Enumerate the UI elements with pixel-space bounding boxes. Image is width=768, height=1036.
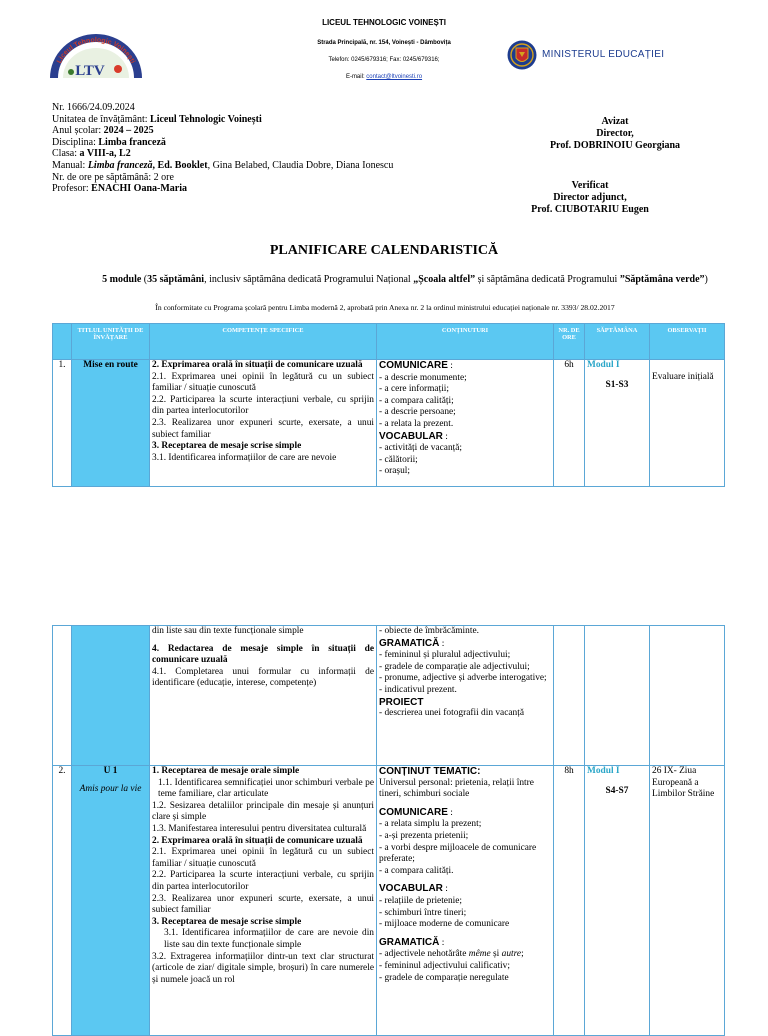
header-hours: NR. DE ORE [554,324,585,360]
logo-letters: LTV [75,63,105,79]
competences-cell: din liste sau din texte funcționale simple 4. Redactarea de mesaje simple în situații de comunicare uzuală 4.1. Completarea unui formular cu informații de identificare (educație, interese, competențe) [150,626,377,766]
row-number: 1. [53,360,72,487]
week-range: S1-S3 [605,379,629,390]
unit-title: U 1 Amis pour la vie [72,766,150,1036]
unit-subtitle: Amis pour la vie [79,783,142,794]
subject-line: Disciplina: Limba franceză [52,136,166,148]
contents-cell: COMUNICARE : - a descrie monumente; - a cere informații; - a compara calități; - a descrie persoane; - a relata la prezent. VOCABULAR : - activități de vacanță; - călătorii; - orașul; [377,360,554,487]
hours-cell: 6h [554,360,585,487]
year-line: Anul școlar: 2024 – 2025 [52,125,154,137]
avizat-block: Avizat Director, Prof. DOBRINOIU Georgiana [480,116,750,152]
director-name: Prof. DOBRINOIU Georgiana [549,140,681,151]
module-label: Modul I [587,360,620,370]
verificat-block: Verificat Director adjunct, Prof. CIUBOTARIU Eugen [480,180,700,216]
header-notes: OBSERVAȚII [650,324,725,360]
header-week: SĂPTĂMÂNA [585,324,650,360]
subject-value: Limba franceză [98,136,166,148]
adjunct-name: Prof. CIUBOTARIU Eugen [531,204,649,215]
teacher-line: Profesor: ENACHI Oana-Maria [52,183,188,195]
ministry-crest-icon [507,39,537,71]
header-competences: COMPETENȚE SPECIFICE [150,324,377,360]
planning-table-continued [52,625,725,766]
manual-title: Limba franceză [87,159,153,171]
class-value: a VIII-a, L2 [79,148,131,160]
module-label: Modul I [587,766,620,776]
planning-table [52,323,725,487]
unit-title: Mise en route [72,360,150,487]
subtitle: 5 module (35 săptămâni, inclusiv săptămâna dedicată Programului Național „Școala altfel” și săptămâna dedicată Programului ”Săptămâna verde”) [102,274,708,285]
class-line: Clasa: a VIII-a, L2 [52,148,131,160]
notes-cell: 26 IX- Ziua Europeană a Limbilor Străine [650,766,725,1036]
school-logo [50,34,142,80]
week-cell [585,766,650,1036]
contents-cell: CONȚINUT TEMATIC: Universul personal: prietenia, relații între tineri, schimburi sociale COMUNICARE : - a relata simplu la prezent; - a-și prezenta prietenii; - a vorbi despre mijloacele de comunicare preferate; - a compara calități. VOCABULAR : - relațiile de prietenie; - schimburi între tineri; - mijloace moderne de comunicare GRAMATICĂ : - adjectivele nehotărâte même și autre; - femininul adjectivului calificativ; - gradele de comparație neregulate [377,766,554,1036]
planning-table-unit1 [52,765,725,1036]
registration-number: Nr. 1666/24.09.2024 [52,102,135,113]
contents-cell: - obiecte de îmbrăcăminte. GRAMATICĂ : - femininul și pluralul adjectivului; - gradele de comparație ale adjectivului; - pronume, adjective și adverbe interogative; - indicativul prezent. PROIECT - descrierea unei fotografii din vacanță [377,626,554,766]
row-number: 2. [53,766,72,1036]
year-value: 2024 – 2025 [103,125,154,137]
table-header-row [53,324,725,360]
email-link[interactable]: contact@ltvoinesti.ro [366,74,423,80]
competences-cell: 2. Exprimarea orală în situații de comunicare uzuală 2.1. Exprimarea unei opinii în legătură cu un subiect familiar / situație cunoscută 2.2. Participarea la scurte interacțiuni verbale, cu sprijin din partea interlocutorilor 2.3. Realizarea unor expuneri scurte, exersate, a unui subiect familiar 3. Receptarea de mesaje scrise simple 3.1. Identificarea informațiilor de care are nevoie [150,360,377,487]
school-address: Strada Principală, nr. 154, Voinești - Dâmbovița [317,40,451,46]
teacher-value: ENACHI Oana-Maria [91,183,188,195]
manual-authors: , Gina Belabed, Claudia Dobre, Diana Ionescu [207,159,394,171]
header-contents: CONȚINUTURI [377,324,554,360]
page-title: PLANIFICARE CALENDARISTICĂ [269,243,499,258]
manual-line: Manual: Limba franceză, Ed. Booklet, Gina Belabed, Claudia Dobre, Diana Ionescu [52,159,394,171]
conformity-note: În conformitate cu Programa școlară pentru Limba modernă 2, aprobată prin Anexa nr. 2 la ordinul ministrului educației naționale nr. 3393/ 28.02.2017 [155,303,615,312]
school-phone: Telefon: 0245/679316; Fax: 0245/679316; [328,57,440,63]
manual-publisher: , Ed. Booklet [152,159,208,171]
week-cell [585,360,650,487]
unit-line: Unitatea de învățământ: Liceul Tehnologic Voinești [52,113,262,125]
school-name: LICEUL TEHNOLOGIC VOINEȘTI [322,18,446,27]
competences-cell: 1. Receptarea de mesaje orale simple 1.1. Identificarea semnificației unor schimburi verbale pe teme familiare, clar articulate 1.2. Sesizarea detaliilor principale din mesaje și anunțuri clare și simple 1.3. Manifestarea interesului pentru diversitatea culturală 2. Exprimarea orală în situații de comunicare uzuală 2.1. Exprimarea unei opinii în legătură cu un subiect familiar / situație cunoscută 2.2. Participarea la scurte interacțiuni verbale, cu sprijin din partea interlocutorilor 2.3. Realizarea unor expuneri scurte, exersate, a unui subiect familiar 3. Receptarea de mesaje scrise simple 3.1. Identificarea informațiilor de care are nevoie din liste sau din texte funcționale simple 3.2. Extragerea informațiilor dintr-un text clar structurat (articole de ziar/ digitale simple, broșuri) în care numerele și numele joacă un rol [150,766,377,1036]
unit-value: Liceul Tehnologic Voinești [150,113,262,125]
table-row [53,360,725,487]
email-label: E-mail: [345,74,367,80]
header-unit: TITLUL UNITĂȚII DE ÎNVĂȚARE [72,324,150,360]
hours-cell: 8h [554,766,585,1036]
hours-line: Nr. de ore pe săptămână: 2 ore [52,171,174,183]
ministry-name: MINISTERUL EDUCAȚIEI [542,49,665,60]
document-info [52,102,393,195]
table-row [53,766,725,1036]
notes-cell: Evaluare inițială [650,360,725,487]
week-range: S4-S7 [605,785,629,796]
table-row [53,626,725,766]
logo-arc-text: Liceul Tehnologic Voinești [56,36,136,65]
